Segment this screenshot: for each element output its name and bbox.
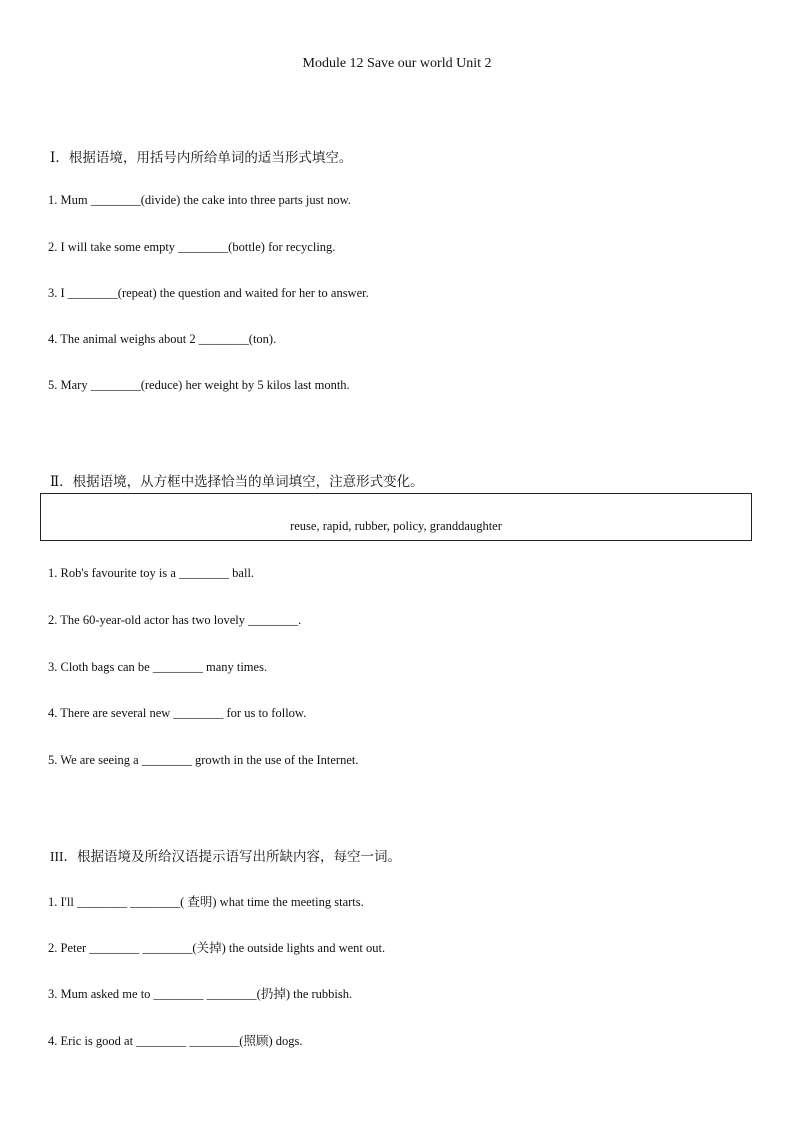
word-box-words: reuse, rapid, rubber, policy, granddaughter <box>290 519 502 533</box>
section-1-item-3: 3. I ________(repeat) the question and waited for her to answer. <box>48 286 369 300</box>
section-1-item-1: 1. Mum ________(divide) the cake into three parts just now. <box>48 193 351 207</box>
section-3-item-3: 3. Mum asked me to ________ ________(扔掉) the rubbish. <box>48 987 353 1001</box>
section-1-item-2: 2. I will take some empty ________(bottle) for recycling. <box>48 240 336 254</box>
section-2-item-3: 3. Cloth bags can be ________ many times. <box>48 660 268 674</box>
document-title: Module 12 Save our world Unit 2 <box>302 56 492 71</box>
section-3-heading: III．根据语境及所给汉语提示语写出所缺内容，每空一词。 <box>50 849 401 864</box>
section-3-item-1: 1. I'll ________ ________( 查明) what time the meeting starts. <box>48 895 364 909</box>
section-1-heading: Ⅰ．根据语境，用括号内所给单词的适当形式填空。 <box>50 150 353 165</box>
section-3-item-2: 2. Peter ________ ________(关掉) the outside lights and went out. <box>48 941 386 955</box>
section-2-item-5: 5. We are seeing a ________ growth in the use of the Internet. <box>48 753 359 767</box>
section-2-heading: Ⅱ．根据语境，从方框中选择恰当的单词填空，注意形式变化。 <box>50 474 424 489</box>
section-3-item-4: 4. Eric is good at ________ ________(照顾) dogs. <box>48 1034 303 1048</box>
section-2-item-4: 4. There are several new ________ for us to follow. <box>48 706 307 720</box>
word-box <box>40 493 752 541</box>
section-2-item-1: 1. Rob's favourite toy is a ________ ball. <box>48 566 255 580</box>
section-2-item-2: 2. The 60-year-old actor has two lovely ________. <box>48 613 302 627</box>
section-1-item-4: 4. The animal weighs about 2 ________(ton). <box>48 332 277 346</box>
section-1-item-5: 5. Mary ________(reduce) her weight by 5 kilos last month. <box>48 378 350 392</box>
